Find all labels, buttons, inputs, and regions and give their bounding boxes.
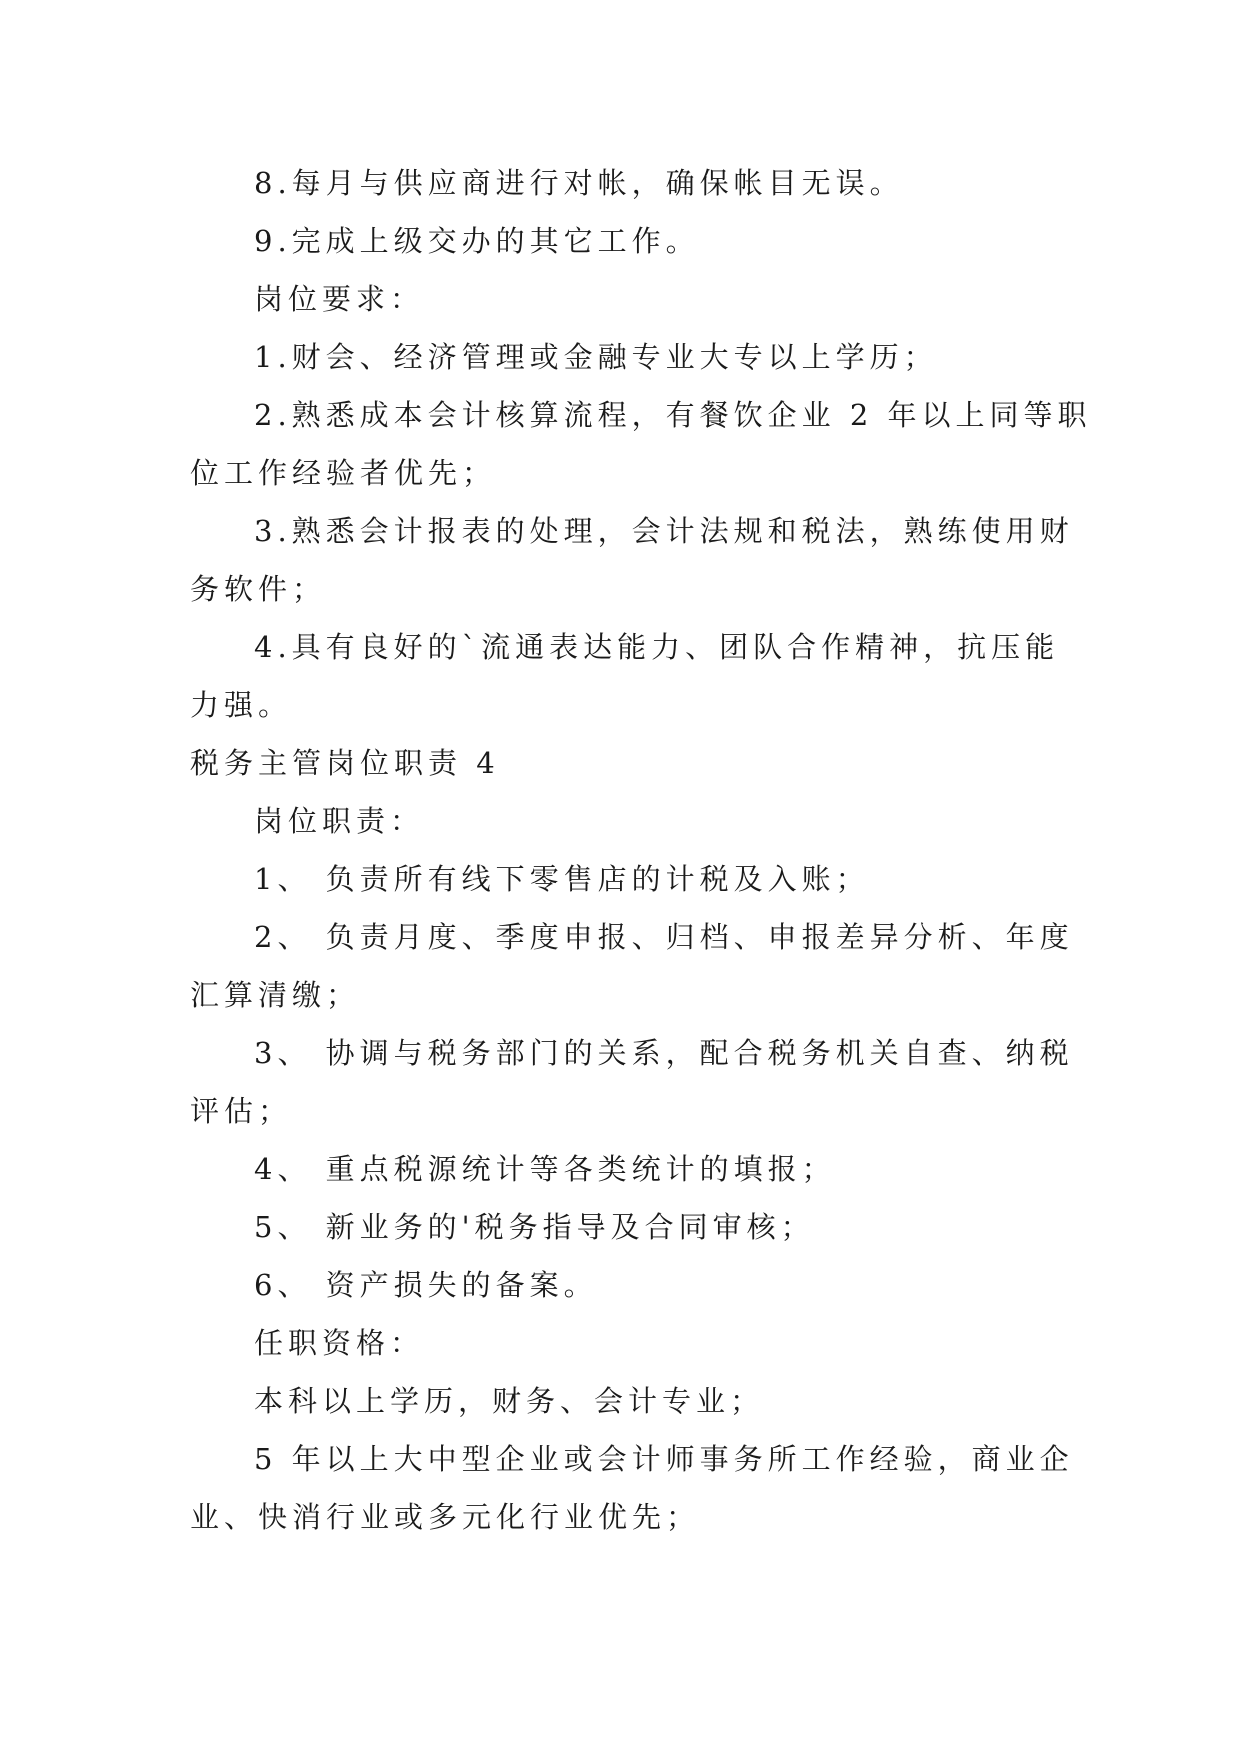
paragraph-line: 9.完成上级交办的其它工作。 — [254, 224, 700, 258]
paragraph-line: 1、 负责所有线下零售店的计税及入账； — [254, 862, 870, 896]
paragraph-line: 3.熟悉会计报表的处理，会计法规和税法，熟练使用财 — [254, 514, 1074, 548]
paragraph-line: 2.熟悉成本会计核算流程，有餐饮企业 2 年以上同等职 — [254, 398, 1092, 432]
paragraph-line: 位工作经验者优先； — [190, 456, 497, 490]
paragraph-line: 4.具有良好的`流通表达能力、团队合作精神，抗压能 — [254, 630, 1060, 664]
paragraph-line: 汇算清缴； — [190, 978, 361, 1012]
paragraph-line: 力强。 — [190, 688, 293, 722]
paragraph-line: 1.财会、经济管理或金融专业大专以上学历； — [254, 340, 938, 374]
section-heading: 任职资格： — [254, 1326, 425, 1360]
paragraph-line: 5、 新业务的'税务指导及合同审核； — [254, 1210, 815, 1244]
paragraph-line: 8.每月与供应商进行对帐，确保帐目无误。 — [254, 166, 904, 200]
paragraph-line: 4、 重点税源统计等各类统计的填报； — [254, 1152, 836, 1186]
paragraph-line: 评估； — [190, 1094, 293, 1128]
paragraph-line: 本科以上学历，财务、会计专业； — [254, 1384, 765, 1418]
document-body — [190, 154, 1092, 1546]
paragraph-line: 业、快消行业或多元化行业优先； — [190, 1500, 701, 1534]
paragraph-line: 5 年以上大中型企业或会计师事务所工作经验，商业企 — [254, 1442, 1074, 1476]
paragraph-line: 务软件； — [190, 572, 327, 606]
paragraph-line: 2、 负责月度、季度申报、归档、申报差异分析、年度 — [254, 920, 1074, 954]
paragraph-line: 6、 资产损失的备案。 — [254, 1268, 598, 1302]
paragraph-line: 3、 协调与税务部门的关系，配合税务机关自查、纳税 — [254, 1036, 1074, 1070]
document-title: 税务主管岗位职责 4 — [190, 746, 500, 780]
section-heading: 岗位要求： — [254, 282, 425, 316]
section-heading: 岗位职责： — [254, 804, 425, 838]
